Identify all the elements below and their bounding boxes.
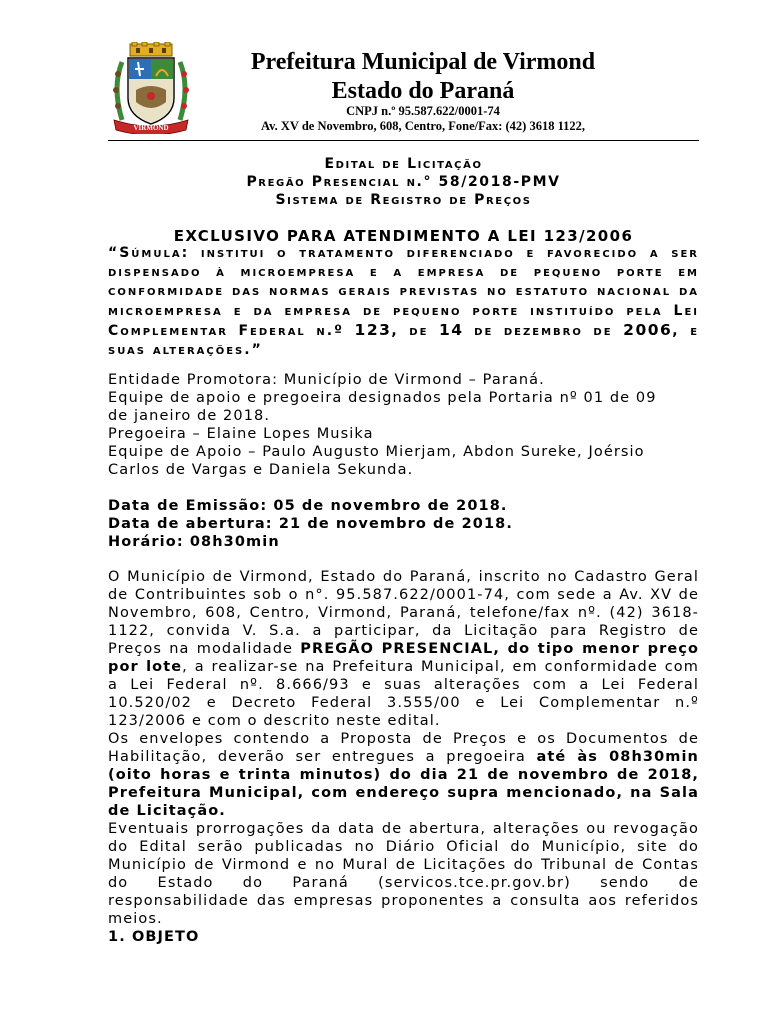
- address-line: Av. XV de Novembro, 608, Centro, Fone/Fax: (42) 3618 1122,: [260, 119, 586, 133]
- entity-promoter: Entidade Promotora: Município de Virmond – Paraná.: [108, 372, 545, 388]
- sumula-text-4: , e suas alterações.”: [108, 322, 700, 359]
- paragraph-envelopes-text: Os envelopes contendo a Proposta de Preços e os Documentos de Habilitação, deverão ser entregues a pregoeira: [108, 731, 699, 765]
- pregao-heading: [108, 173, 699, 191]
- section-objeto-text: 1. OBJETO: [108, 929, 200, 945]
- opening-date: Data de abertura: 21 de novembro de 2018.: [108, 516, 513, 532]
- edital-heading: [108, 155, 699, 173]
- paragraph-publications: [108, 820, 699, 928]
- section-objeto-heading: [108, 928, 699, 946]
- delivery-deadline-bold: até às 08h30min (oito horas e trinta minutos) do dia 21 de novembro de 2018, Prefeitura Municipal, com endereço supra mencionado, na Sala de Licitação.: [108, 749, 699, 819]
- sumula-paragraph: [108, 244, 699, 360]
- registro-heading: [108, 191, 699, 209]
- support-team-date: de janeiro de 2018.: [108, 408, 271, 424]
- sumula-law-number: 123: [354, 320, 392, 339]
- exclusive-notice: EXCLUSIVO PARA ATENDIMENTO A LEI 123/2006: [173, 227, 634, 245]
- dates-block: [108, 497, 699, 551]
- paragraph-envelopes: [108, 730, 699, 820]
- registro-heading-text: Sistema de Registro de Preços: [275, 192, 532, 208]
- support-team-line: Equipe de apoio e pregoeira designados pela Portaria nº 01 de 09: [108, 390, 657, 406]
- issue-date: Data de Emissão: 05 de novembro de 2018.: [108, 498, 508, 514]
- coat-of-arms-logo: [108, 42, 194, 134]
- sumula-day: 14: [439, 320, 464, 339]
- support-team-members-cont: Carlos de Vargas e Daniela Sekunda.: [108, 462, 414, 478]
- entity-info: [108, 371, 699, 479]
- sumula-text-1: “Súmula: institui o tratamento diferenciado e favorecido a ser dispensado à microempresa e a empresa de pequeno porte em conformidade das normas gerais previstas no estatuto nacional da microempresa e da empresa de pequeno porte instituído pela Lei Complementar Federal n.º: [108, 245, 699, 339]
- support-team-members: Equipe de Apoio – Paulo Augusto Mierjam, Abdon Sureke, Joérsio: [108, 444, 645, 460]
- edital-heading-text: Edital de Licitação: [324, 156, 483, 172]
- main-body: [108, 568, 699, 946]
- municipality-title: Prefeitura Municipal de Virmond: [250, 49, 596, 75]
- opening-time: Horário: 08h30min: [108, 534, 280, 550]
- sumula-year: 2006: [623, 320, 673, 339]
- modality-bold: PREGÃO PRESENCIAL, do tipo menor preço por lote: [108, 641, 700, 675]
- paragraph-invitation: [108, 568, 699, 730]
- sumula-text-3: de dezembro de: [463, 322, 624, 339]
- state-title: Estado do Paraná: [331, 78, 515, 104]
- paragraph-invitation-text-2: , a realizar-se na Prefeitura Municipal, em conformidade com a Lei Federal nº. 8.666/93 e suas alterações com a Lei Federal 10.520/02 e Decreto Federal 3.555/00 e Lei Complementar n.º 123/2006 e com o descrito neste edital.: [108, 659, 699, 729]
- auctioneer-name: Pregoeira – Elaine Lopes Musika: [108, 426, 374, 442]
- crest-ribbon-text: VIRMOND: [133, 124, 169, 132]
- paragraph-publications-text: Eventuais prorrogações da data de abertura, alterações ou revogação do Edital serão publicadas no Diário Oficial do Município, site do Município de Virmond e no Mural de Licitações do Tribunal de Contas do Estado do Paraná (servicos.tce.pr.gov.br) sendo de responsabilidade das empresas proponentes a consulta aos referidos meios.: [108, 821, 699, 927]
- pregao-heading-text: Pregão Presencial n.° 58/2018-PMV: [246, 174, 561, 190]
- header-divider: [108, 140, 699, 141]
- sumula-text-2: , de: [391, 322, 440, 339]
- cnpj-line: CNPJ n.º 95.587.622/0001-74: [346, 104, 500, 118]
- paragraph-invitation-text: O Município de Virmond, Estado do Paraná, inscrito no Cadastro Geral de Contribuintes sob o n°. 95.587.622/0001-74, com sede a Av. XV de Novembro, 608, Centro, Virmond, Paraná, telefone/fax nº. (42) 3618-1122, convida V. S.a. a participar, da Licitação para Registro de Preços na modalidade: [108, 569, 699, 657]
